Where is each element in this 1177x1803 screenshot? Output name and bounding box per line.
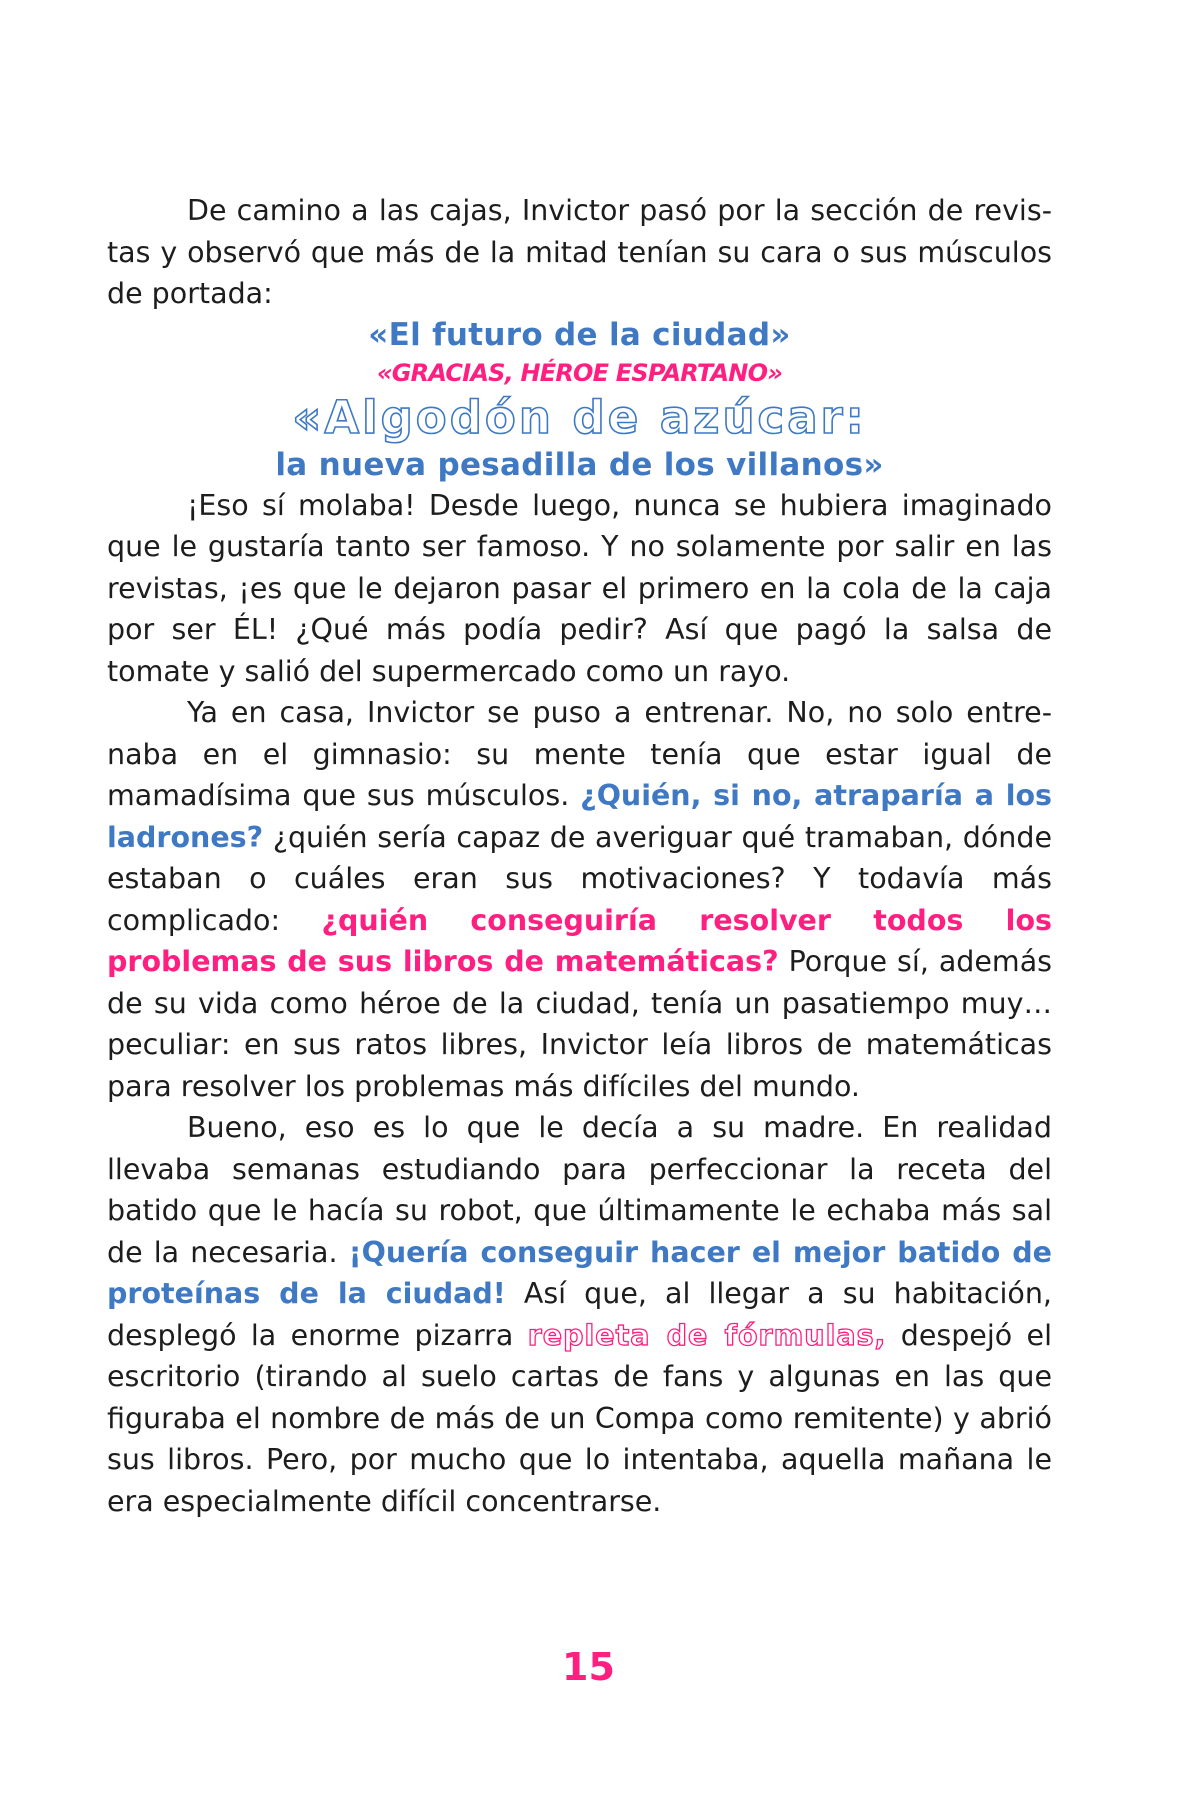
headline-thanks-hero: «GRACIAS, HÉROE ESPARTANO»: [376, 358, 782, 387]
highlight-math-problems: ¿quién conseguiría resolver todos los problemas de sus libros de matemáticas?: [107, 903, 1052, 978]
headline-future-city: «El futuro de la ciudad»: [368, 316, 791, 353]
highlight-formulas: repleta de fórmulas,: [527, 1318, 887, 1352]
headline-cotton-candy: «Algodón de azúcar:: [292, 390, 867, 444]
paragraph-3-text-c: ¿quién sería capaz de averiguar qué tramaban, dónde estaban o cuáles eran sus motivaciones? Y todavía más complicado:: [107, 820, 1052, 937]
paragraph-4-text-e: despejó el escritorio (tirando al suelo cartas de fans y algunas en las que figuraba el nombre de más de un Compa como remitente) y abrió sus libros. Pero, por mucho que lo intentaba, aquella mañana le era especialmente difícil concentrarse.: [107, 1318, 1052, 1518]
headline-villains-nightmare: la nueva pesadilla de los villanos»: [275, 446, 884, 483]
highlight-best-shake: ¡Quería conseguir hacer el mejor batido de proteínas de la ciudad!: [107, 1235, 1052, 1310]
paragraph-4: [107, 1107, 1052, 1522]
paragraph-2: ¡Eso sí molaba! Desde luego, nunca se hubiera imaginado que le gustaría tanto ser famoso. Y no solamente por salir en las revistas, ¡es que le dejaron pasar el primero en la cola de la caja por ser ÉL! ¿Qué más podía pedir? Así que pagó la salsa de tomate y salió del supermercado como un rayo.: [107, 488, 1052, 688]
paragraph-4-text-a: Bueno, eso es lo que le decía a su madre. En realidad llevaba semanas estudiando para perfeccionar la receta del batido que le hacía su robot, que últimamente le echaba más sal de la necesaria.: [107, 1111, 1052, 1269]
paragraph-3-text-a: Ya en casa, Invictor se puso a entrenar. No, no solo entrenaba en el gimnasio: su mente tenía que estar igual de mamadísima que sus músculos.: [107, 696, 1052, 812]
paragraph-3: [107, 692, 1052, 1107]
paragraph-3-text-e: Porque sí, además de su vida como héroe de la ciudad, tenía un pasatiempo muy… peculiar: en sus ratos libres, Invictor leía libros de matemáticas para resolver los problemas más difíciles del mundo.: [107, 945, 1053, 1103]
paragraph-1: De camino a las cajas, Invictor pasó por la sección de revistas y observó que más de la mitad tenían su cara o sus músculos de portada:: [107, 194, 1052, 310]
page-number: 15: [562, 1645, 615, 1689]
paragraph-4-text-c: Así que, al llegar a su habitación, desplegó la enorme pizarra: [107, 1277, 1052, 1352]
page-body: [107, 190, 1052, 1522]
highlight-who-catches-thieves: ¿Quién, si no, atraparía a los ladrones?: [107, 779, 1053, 854]
